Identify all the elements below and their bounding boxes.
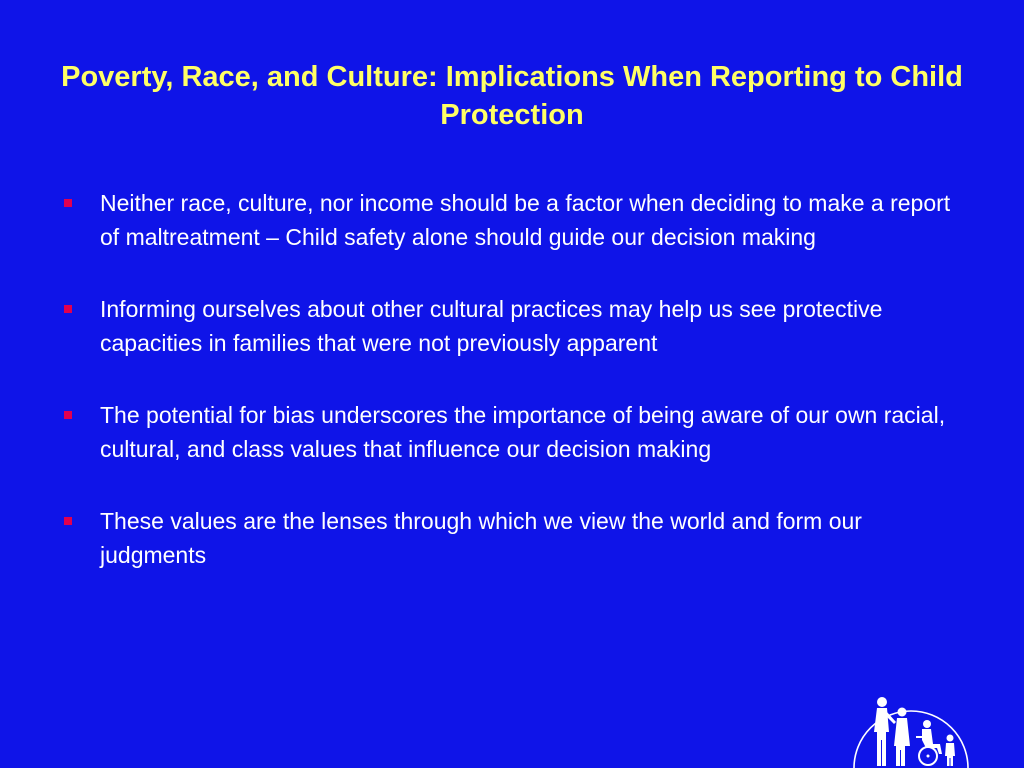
bullet-list — [60, 186, 970, 610]
bullet-item — [60, 504, 970, 572]
slide-title: Poverty, Race, and Culture: Implications When Reporting to Child Protection — [61, 61, 963, 131]
square-bullet-icon — [64, 305, 72, 313]
bullet-text: These values are the lenses through which we view the world and form our judgments — [100, 508, 862, 568]
bullet-item — [60, 398, 970, 466]
bullet-text: Informing ourselves about other cultural practices may help us see protective capacities in families that were not previously apparent — [100, 296, 883, 356]
bullet-item — [60, 292, 970, 360]
square-bullet-icon — [64, 517, 72, 525]
bullet-text: Neither race, culture, nor income should be a factor when deciding to make a report of maltreatment – Child safety alone should guide our decision making — [100, 190, 951, 250]
square-bullet-icon — [64, 199, 72, 207]
bullet-item — [60, 186, 970, 254]
bullet-text: The potential for bias underscores the importance of being aware of our own racial, cultural, and class values that influence our decision making — [100, 402, 946, 462]
family-figures-logo-icon — [850, 688, 972, 768]
square-bullet-icon — [64, 411, 72, 419]
